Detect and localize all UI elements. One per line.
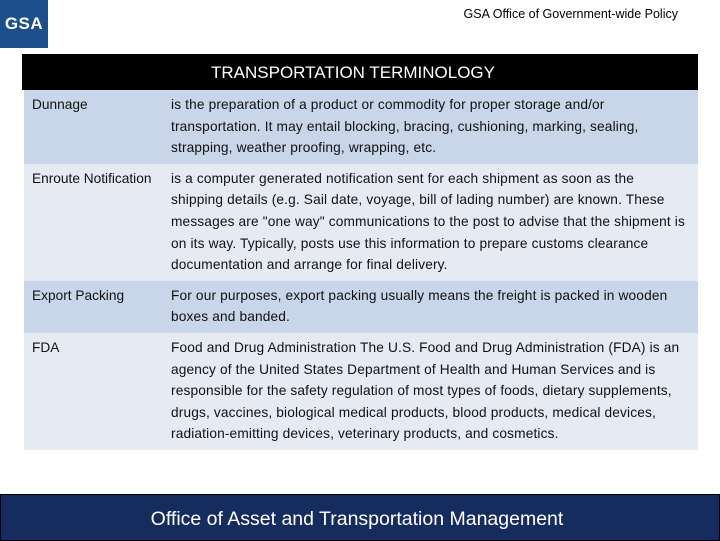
footer-bar xyxy=(0,494,720,541)
term-cell: Dunnage xyxy=(32,97,88,112)
gsa-logo xyxy=(0,0,48,48)
term-cell: FDA xyxy=(32,339,60,355)
terminology-table xyxy=(24,90,698,450)
definition-cell: is the preparation of a product or commodity for proper storage and/or transportation. It may entail blocking, bracing, cushioning, marking, sealing, strapping, weather proofing, wrapping, etc. xyxy=(171,97,639,156)
office-header: GSA Office of Government-wide Policy xyxy=(463,7,678,21)
definition-cell: For our purposes, export packing usually means the freight is packed in wooden boxes and banded. xyxy=(171,287,668,325)
table-row xyxy=(24,90,698,164)
term-cell: Enroute Notification xyxy=(32,170,152,186)
definition-cell: is a computer generated notification sent for each shipment as soon as the shipping details (e.g. Sail date, voyage, bill of lading number) are known. These messages are "one way" communications to the post to advise that the shipment is on its way. Typically, posts use this information to prepare customs clearance documentation and arrange for final delivery. xyxy=(171,170,685,273)
table-row xyxy=(24,164,698,281)
page-title: TRANSPORTATION TERMINOLOGY xyxy=(211,63,495,82)
gsa-logo-text: GSA xyxy=(4,14,44,33)
table-row xyxy=(24,333,698,450)
term-cell: Export Packing xyxy=(32,287,125,303)
table-row xyxy=(24,281,698,333)
footer-text: Office of Asset and Transportation Management xyxy=(150,508,564,530)
title-bar xyxy=(22,54,698,90)
definition-cell: Food and Drug Administration The U.S. Food and Drug Administration (FDA) is an agency of the United States Department of Health and Human Services and is responsible for the safety regulation of most types of foods, dietary supplements, drugs, vaccines, biological medical products, blood products, medical devices, radiation-emitting devices, veterinary products, and cosmetics. xyxy=(171,339,680,442)
